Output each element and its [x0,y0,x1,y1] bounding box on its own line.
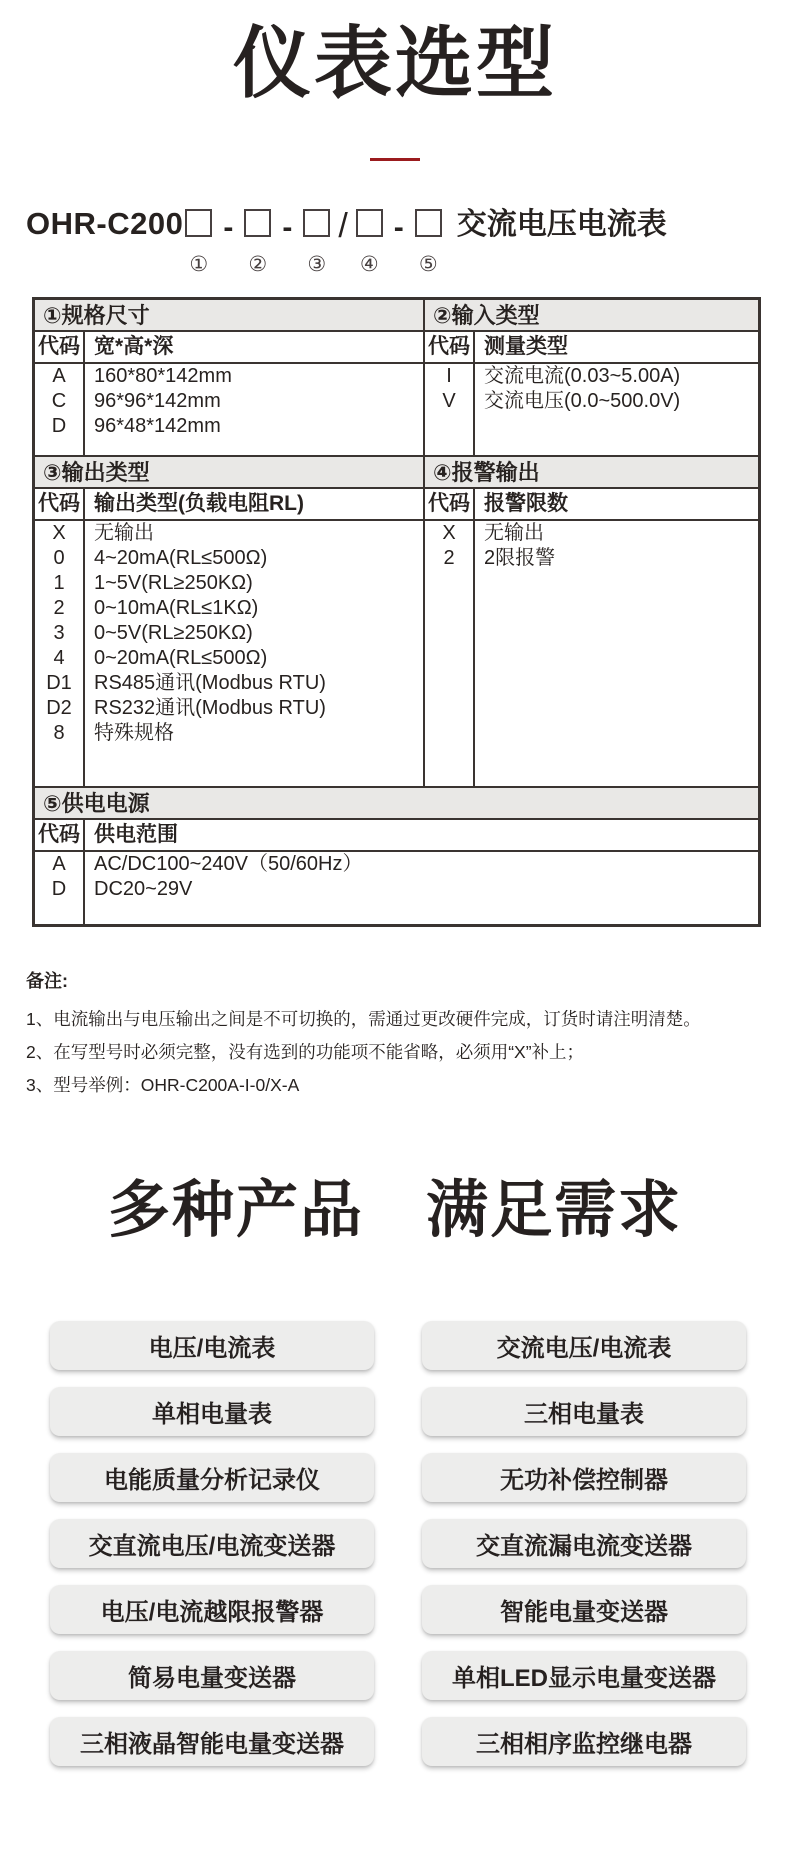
product-button[interactable]: 三相电量表 [422,1387,746,1436]
section-header: ②输入类型 [425,300,758,332]
product-button[interactable]: 单相电量表 [50,1387,374,1436]
model-code-box [244,209,271,237]
row-description: 4~20mA(RL≤500Ω) [94,546,268,569]
notes-label: 备注: [26,970,68,991]
column-header-row [35,489,423,521]
row-code: D [35,877,85,902]
row-description: 0~20mA(RL≤500Ω) [94,646,268,669]
table-row-filler [425,571,758,786]
row-description: 160*80*142mm [94,364,232,387]
desc-column-header: 报警限数 [484,491,568,515]
table-row [425,521,758,546]
table-band-1 [35,300,758,457]
table-row [35,646,423,671]
table-row [35,721,423,746]
row-description: 96*48*142mm [94,414,221,437]
table-section-spec-size [35,300,425,455]
row-code: 1 [35,571,85,596]
table-band-2 [35,457,758,788]
row-description: 特殊规格 [94,721,174,744]
row-code: 0 [35,546,85,571]
model-slots [183,207,443,277]
table-row [425,389,758,414]
section-header: ⑤供电电源 [35,788,758,820]
table-row [35,671,423,696]
row-code [425,571,475,786]
row-description: 无输出 [94,521,154,544]
product-button[interactable]: 交直流电压/电流变送器 [50,1519,374,1568]
model-separator-slash: / [338,206,348,245]
table-row [35,521,423,546]
row-description: RS232通讯(Modbus RTU) [94,696,326,719]
row-code: A [35,364,85,389]
row-code [35,439,85,455]
row-description: 交流电压(0.0~500.0V) [484,389,681,412]
row-code: 4 [35,646,85,671]
table-row [35,596,423,621]
model-position-label: ④ [359,252,379,276]
model-code-box [185,209,212,237]
table-section-alarm-output [425,457,758,786]
code-column-header: 代码 [35,820,85,850]
row-code: D2 [35,696,85,721]
row-description: RS485通讯(Modbus RTU) [94,671,326,694]
row-code: X [35,521,85,546]
product-button[interactable]: 三相液晶智能电量变送器 [50,1717,374,1766]
row-description: 0~5V(RL≥250KΩ) [94,621,253,644]
model-code-box [303,209,330,237]
selection-table [32,297,761,927]
row-code: D1 [35,671,85,696]
model-code-line [26,207,790,277]
table-row [35,414,423,439]
table-row [35,364,423,389]
row-code: D [35,414,85,439]
model-slot [415,207,442,277]
model-separator-dash: - [282,210,293,244]
note-item: 1、电流输出与电压输出之间是不可切换的，需通过更改硬件完成，订货时请注明清楚。 [26,1008,701,1029]
product-button[interactable]: 交直流漏电流变送器 [422,1519,746,1568]
model-slot [356,207,383,277]
row-description [475,571,758,786]
section-rows [425,364,758,455]
row-code: 2 [35,596,85,621]
table-row-filler [35,746,423,786]
product-grid [50,1321,746,1766]
column-header-row [35,820,758,852]
table-row-filler [35,439,423,455]
note-item: 2、在写型号时必须完整，没有选到的功能项不能省略，必须用“X”补上； [26,1041,585,1062]
row-code: V [425,389,475,414]
product-button[interactable]: 简易电量变送器 [50,1651,374,1700]
row-code [425,414,475,455]
row-description: 1~5V(RL≥250KΩ) [94,571,253,594]
model-code-box [356,209,383,237]
table-row [425,364,758,389]
table-row [35,389,423,414]
product-button[interactable]: 电压/电流表 [50,1321,374,1370]
row-description [475,414,758,455]
row-description [85,439,423,455]
row-code: C [35,389,85,414]
column-header-row [425,332,758,364]
table-row [35,546,423,571]
product-button[interactable]: 交流电压/电流表 [422,1321,746,1370]
table-row-filler [425,414,758,455]
row-description: 2限报警 [484,546,556,569]
section-header: ①规格尺寸 [35,300,423,332]
section-rows [425,521,758,786]
notes [26,967,766,1102]
code-column-header: 代码 [425,332,475,362]
model-prefix: OHR-C200 [26,205,184,241]
row-code: 8 [35,721,85,746]
model-slot [185,207,212,277]
title-divider [370,158,420,161]
row-code: 3 [35,621,85,646]
row-code: A [35,852,85,877]
table-row-filler [35,902,758,924]
note-item: 3、型号举例：OHR-C200A-I-0/X-A [26,1074,300,1095]
products-heading-left: 多种产品 [107,1175,364,1245]
model-separator-dash: - [223,210,234,244]
desc-column-header: 测量类型 [484,334,568,358]
product-button[interactable]: 三相相序监控继电器 [422,1717,746,1766]
table-section-power-supply [35,788,758,924]
row-code: 2 [425,546,475,571]
desc-column-header: 输出类型(负载电阻RL) [94,491,304,515]
section-header: ④报警输出 [425,457,758,489]
code-column-header: 代码 [425,489,475,519]
note-items [26,1003,766,1102]
row-description: 0~10mA(RL≤1KΩ) [94,596,259,619]
row-description [85,746,423,786]
section-rows [35,852,758,924]
model-position-label: ① [189,252,209,276]
page-title: 仪表选型 [232,19,557,107]
model-position-label: ③ [307,252,327,276]
model-position-label: ⑤ [418,252,438,276]
product-button[interactable]: 单相LED显示电量变送器 [422,1651,746,1700]
code-column-header: 代码 [35,332,85,362]
row-description: AC/DC100~240V（50/60Hz） [94,852,363,875]
model-suffix: 交流电压电流表 [456,207,667,241]
table-row [425,546,758,571]
row-description: 96*96*142mm [94,389,221,412]
model-code-box [415,209,442,237]
row-code [35,902,85,924]
table-row [35,621,423,646]
column-header-row [425,489,758,521]
row-code: X [425,521,475,546]
table-row [35,696,423,721]
desc-column-header: 供电范围 [94,822,178,846]
section-rows [35,364,423,455]
product-button[interactable]: 电压/电流越限报警器 [50,1585,374,1634]
section-rows [35,521,423,786]
row-description: DC20~29V [94,877,193,900]
column-header-row [35,332,423,364]
model-slot [303,207,330,277]
product-button[interactable]: 电能质量分析记录仪 [50,1453,374,1502]
table-band-3 [35,788,758,924]
section-header: ③输出类型 [35,457,423,489]
code-column-header: 代码 [35,489,85,519]
table-section-output-type [35,457,425,786]
product-button[interactable]: 无功补偿控制器 [422,1453,746,1502]
desc-column-header: 宽*高*深 [94,334,174,358]
table-section-input-type [425,300,758,455]
row-description [85,902,758,924]
model-position-label: ② [248,252,268,276]
products-heading-right: 满足需求 [426,1175,683,1245]
row-description: 无输出 [484,521,544,544]
table-row [35,877,758,902]
table-row [35,571,423,596]
product-button[interactable]: 智能电量变送器 [422,1585,746,1634]
row-code: I [425,364,475,389]
model-slot [244,207,271,277]
row-code [35,746,85,786]
model-separator-dash: - [393,210,404,244]
table-row [35,852,758,877]
row-description: 交流电流(0.03~5.00A) [484,364,681,387]
products-heading [0,1160,790,1249]
